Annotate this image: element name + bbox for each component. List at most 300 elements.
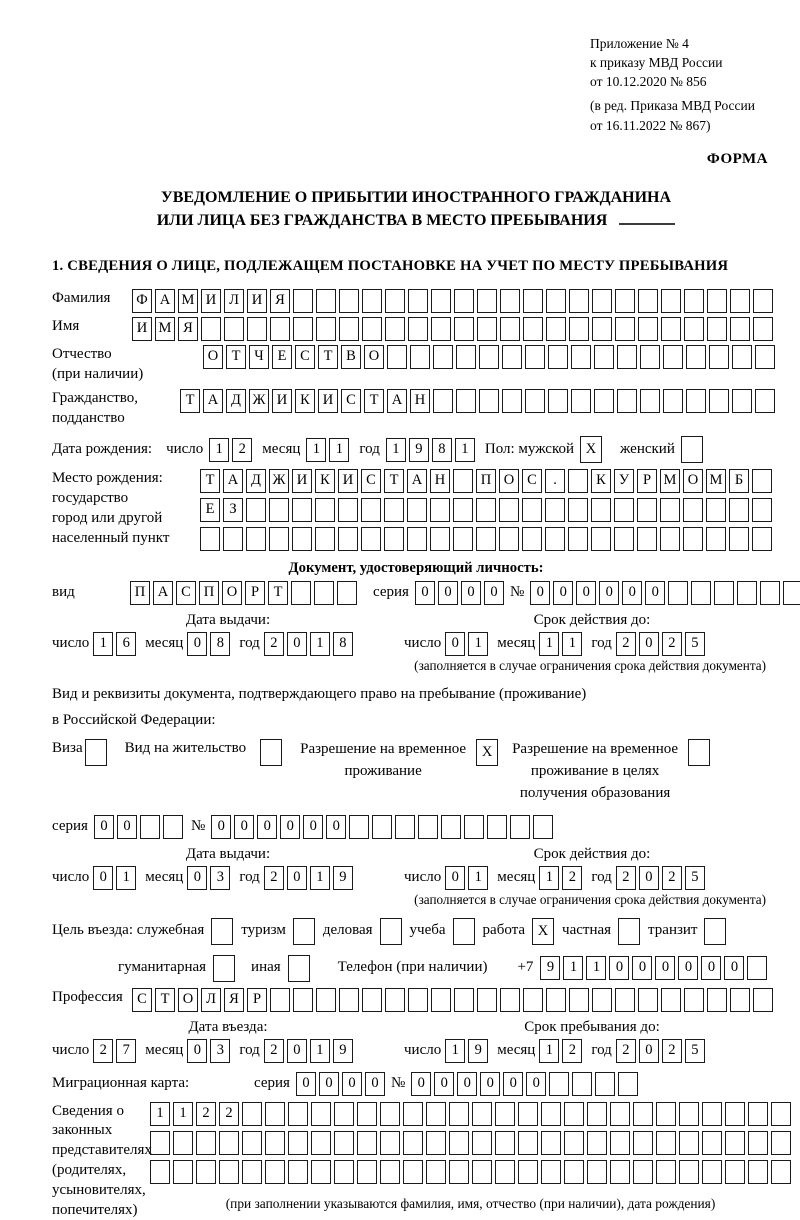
grid-cell (380, 918, 402, 945)
grid-cell: Б (729, 469, 749, 493)
grid-cell (592, 317, 612, 341)
birthplace-grid-row2 (200, 498, 772, 522)
grid-cell (334, 1160, 354, 1184)
grid-cell (403, 1131, 423, 1155)
purpose-study-checkbox (453, 918, 475, 945)
grid-cell (546, 988, 566, 1012)
grid-cell (522, 498, 542, 522)
visa-checkbox (85, 739, 107, 766)
grid-cell (548, 389, 568, 413)
grid-cell (472, 1160, 492, 1184)
grid-cell: 2 (616, 1039, 636, 1063)
grid-cell: 1 (209, 438, 229, 462)
grid-cell (270, 988, 290, 1012)
grid-cell: 0 (187, 1039, 207, 1063)
grid-cell (518, 1102, 538, 1126)
purpose-private-label: частная (562, 922, 612, 939)
grid-cell: 0 (434, 1072, 454, 1096)
grid-cell: О (222, 581, 242, 605)
entry-date-heading: Дата въезда: (188, 1018, 268, 1035)
migration-card-label: Миграционная карта: (52, 1074, 190, 1091)
grid-cell: 5 (685, 632, 705, 656)
grid-cell (548, 345, 568, 369)
sex-female-label: женский (620, 440, 675, 457)
identity-doc-heading: Документ, удостоверяющий личность: (288, 560, 544, 577)
grid-cell (681, 436, 703, 463)
grid-cell (410, 345, 430, 369)
grid-cell (686, 345, 706, 369)
grid-cell: Т (268, 581, 288, 605)
stay-day (445, 1039, 488, 1063)
grid-cell (610, 1131, 630, 1155)
grid-cell (615, 988, 635, 1012)
grid-cell: 8 (210, 632, 230, 656)
grid-cell (495, 1160, 515, 1184)
temp-residence-checkbox (476, 739, 498, 766)
grid-cell (572, 1072, 592, 1096)
grid-cell (523, 289, 543, 313)
birth-day-label: число (166, 440, 204, 457)
grid-cell: Ч (249, 345, 269, 369)
grid-cell (706, 498, 726, 522)
grid-cell (269, 498, 289, 522)
doc-kind-row (52, 581, 780, 605)
grid-cell (569, 988, 589, 1012)
representatives-grid-row2 (150, 1131, 791, 1155)
grid-cell: 2 (219, 1102, 239, 1126)
grid-cell (691, 581, 711, 605)
grid-cell (523, 988, 543, 1012)
grid-cell: И (318, 389, 338, 413)
purpose-tourism-checkbox (293, 918, 315, 945)
visa-label: Виза (52, 740, 83, 757)
grid-cell (265, 1160, 285, 1184)
grid-cell (760, 581, 780, 605)
grid-cell: 7 (116, 1039, 136, 1063)
grid-cell: И (201, 289, 221, 313)
grid-cell (477, 289, 497, 313)
grid-cell (201, 317, 221, 341)
visa-option (52, 739, 107, 766)
purpose-transit-checkbox (704, 918, 726, 945)
grid-cell: 1 (116, 866, 136, 890)
grid-cell: З (223, 498, 243, 522)
migration-number-sign: № (390, 1074, 406, 1091)
temp-residence-option (300, 739, 498, 783)
grid-cell (510, 815, 530, 839)
doc-issue-year (264, 632, 353, 656)
profession-row (52, 988, 780, 1012)
grid-cell: Т (364, 389, 384, 413)
grid-cell (541, 1131, 561, 1155)
grid-cell (663, 389, 683, 413)
grid-cell: 0 (187, 632, 207, 656)
profession-label: Профессия (52, 988, 123, 1005)
grid-cell (702, 1160, 722, 1184)
grid-cell (633, 1160, 653, 1184)
given-name-grid (132, 317, 773, 341)
grid-cell (385, 988, 405, 1012)
grid-cell: X (476, 739, 498, 766)
grid-cell (702, 1131, 722, 1155)
grid-cell: Е (272, 345, 292, 369)
birth-date-label: Дата рождения: (52, 440, 153, 457)
grid-cell: И (292, 469, 312, 493)
grid-cell: 1 (468, 866, 488, 890)
grid-cell: 2 (264, 1039, 284, 1063)
grid-cell: А (223, 469, 243, 493)
grid-cell (568, 498, 588, 522)
grid-cell: И (338, 469, 358, 493)
grid-cell: 1 (562, 632, 582, 656)
grid-cell: Т (180, 389, 200, 413)
grid-cell (211, 918, 233, 945)
grid-cell (587, 1160, 607, 1184)
grid-cell (683, 498, 703, 522)
grid-cell (384, 498, 404, 522)
annex-line-3: от 10.12.2020 № 856 (590, 74, 707, 90)
grid-cell (679, 1102, 699, 1126)
grid-cell (684, 289, 704, 313)
grid-cell (714, 581, 734, 605)
representatives-note: (при заполнении указываются фамилия, имя, отчество (при наличии), дата рождения) (225, 1195, 716, 1211)
grid-cell (525, 389, 545, 413)
grid-cell: С (132, 988, 152, 1012)
grid-cell (293, 918, 315, 945)
grid-cell (594, 345, 614, 369)
representatives-block (52, 1102, 780, 1220)
temp-residence-edu-label: Разрешение на временное проживание в целях получения образования (512, 741, 679, 801)
grid-cell (614, 527, 634, 551)
surname-label: Фамилия (52, 290, 111, 307)
grid-cell (541, 1102, 561, 1126)
residence-permit-checkbox (260, 739, 282, 766)
grid-cell (546, 289, 566, 313)
grid-cell (679, 1160, 699, 1184)
grid-cell (668, 581, 688, 605)
grid-cell (684, 317, 704, 341)
annex-reference (590, 34, 780, 135)
grid-cell (500, 289, 520, 313)
grid-cell (753, 289, 773, 313)
permit-dates: Дата выдачи: число 0 1 месяц 0 3 год 2 0 1 9 Срок действия до: число 0 1 месяц 1 2 год 2 0 2 5 (52, 846, 780, 890)
grid-cell (633, 1131, 653, 1155)
form-marker: ФОРМА (706, 150, 768, 167)
given-name-label: Имя (52, 318, 80, 335)
entry-stay-dates: Дата въезда: число 2 7 месяц 0 3 год 2 0 1 9 Срок пребывания до: число 1 9 месяц 1 2 год 2 0 2 5 (52, 1019, 780, 1063)
grid-cell (500, 317, 520, 341)
grid-cell: 0 (461, 581, 481, 605)
grid-cell (173, 1131, 193, 1155)
grid-cell (150, 1131, 170, 1155)
grid-cell (426, 1160, 446, 1184)
grid-cell: К (591, 469, 611, 493)
form-title (52, 186, 780, 232)
grid-cell (477, 317, 497, 341)
grid-cell (638, 289, 658, 313)
grid-cell (533, 815, 553, 839)
grid-cell: 1 (586, 956, 606, 980)
grid-cell: 0 (257, 815, 277, 839)
grid-cell (349, 815, 369, 839)
birth-year-grid (386, 438, 475, 462)
sex-female-checkbox (681, 436, 703, 463)
sex-male-checkbox (580, 436, 602, 463)
grid-cell (587, 1102, 607, 1126)
grid-cell (748, 1102, 768, 1126)
grid-cell: Н (430, 469, 450, 493)
grid-cell (85, 739, 107, 766)
grid-cell: Л (201, 988, 221, 1012)
grid-cell: П (476, 469, 496, 493)
grid-cell (479, 345, 499, 369)
doc-kind-grid (130, 581, 357, 605)
grid-cell (725, 1131, 745, 1155)
grid-cell: 0 (287, 1039, 307, 1063)
grid-cell (704, 918, 726, 945)
grid-cell (495, 1102, 515, 1126)
grid-cell (732, 345, 752, 369)
stay-year (616, 1039, 705, 1063)
grid-cell (637, 498, 657, 522)
grid-cell: 9 (409, 438, 429, 462)
grid-cell: С (295, 345, 315, 369)
grid-cell: Т (200, 469, 220, 493)
grid-cell (477, 988, 497, 1012)
representatives-grid-row3 (150, 1160, 791, 1184)
grid-cell: П (199, 581, 219, 605)
birth-month-label: месяц (262, 440, 301, 457)
grid-cell: 0 (117, 815, 137, 839)
grid-cell (173, 1160, 193, 1184)
grid-cell: 0 (639, 632, 659, 656)
grid-cell: 2 (662, 632, 682, 656)
grid-cell: 0 (93, 866, 113, 890)
birth-year-label: год (359, 440, 380, 457)
grid-cell: 0 (530, 581, 550, 605)
grid-cell: 0 (457, 1072, 477, 1096)
grid-cell (339, 988, 359, 1012)
permit-issue-day (93, 866, 136, 890)
grid-cell: . (545, 469, 565, 493)
grid-cell: 6 (116, 632, 136, 656)
grid-cell (549, 1072, 569, 1096)
grid-cell (618, 1072, 638, 1096)
temp-residence-edu-checkbox (688, 739, 710, 766)
grid-cell (454, 988, 474, 1012)
grid-cell: 0 (480, 1072, 500, 1096)
title-blank-line (619, 212, 675, 225)
permit-issue-month (187, 866, 230, 890)
citizenship-label: Гражданство, подданство (52, 389, 139, 426)
grid-cell (518, 1131, 538, 1155)
grid-cell (431, 289, 451, 313)
temp-residence-edu-option (512, 739, 710, 804)
sex-male-label: Пол: мужской (484, 440, 575, 457)
stay-month (539, 1039, 582, 1063)
grid-cell (595, 1072, 615, 1096)
profession-grid (132, 988, 773, 1012)
grid-cell: 0 (526, 1072, 546, 1096)
grid-cell (372, 815, 392, 839)
grid-cell (407, 527, 427, 551)
grid-cell (753, 988, 773, 1012)
grid-cell (213, 955, 235, 982)
phone-prefix: +7 (517, 959, 534, 976)
grid-cell (755, 345, 775, 369)
purpose-work-label: работа (482, 922, 526, 939)
grid-cell (288, 1102, 308, 1126)
grid-cell (265, 1131, 285, 1155)
grid-cell (293, 988, 313, 1012)
entry-day (93, 1039, 136, 1063)
grid-cell (357, 1131, 377, 1155)
grid-cell (407, 498, 427, 522)
grid-cell: О (683, 469, 703, 493)
grid-cell (418, 815, 438, 839)
grid-cell (339, 317, 359, 341)
grid-cell: А (203, 389, 223, 413)
grid-cell (732, 389, 752, 413)
purpose-tourism-label: туризм (241, 922, 286, 939)
grid-cell: О (499, 469, 519, 493)
temp-residence-label: Разрешение на временное проживание (300, 741, 467, 780)
purpose-transit-label: транзит (648, 922, 698, 939)
grid-cell: 1 (329, 438, 349, 462)
grid-cell (380, 1102, 400, 1126)
grid-cell: Т (226, 345, 246, 369)
grid-cell: 1 (386, 438, 406, 462)
grid-cell (591, 527, 611, 551)
purpose-other-label: иная (251, 959, 281, 976)
grid-cell: М (706, 469, 726, 493)
grid-cell (753, 317, 773, 341)
grid-cell: Р (245, 581, 265, 605)
grid-cell: 1 (306, 438, 326, 462)
grid-cell: И (132, 317, 152, 341)
grid-cell (311, 1131, 331, 1155)
grid-cell: 0 (287, 632, 307, 656)
grid-cell (564, 1102, 584, 1126)
grid-cell (431, 988, 451, 1012)
grid-cell (638, 317, 658, 341)
permit-series-label: серия (52, 817, 88, 834)
grid-cell: А (153, 581, 173, 605)
grid-cell (430, 527, 450, 551)
grid-cell: 1 (310, 1039, 330, 1063)
grid-cell: 0 (187, 866, 207, 890)
grid-cell (200, 527, 220, 551)
patronymic-row (52, 345, 780, 385)
grid-cell (476, 498, 496, 522)
grid-cell: 0 (296, 1072, 316, 1096)
grid-cell (246, 498, 266, 522)
grid-cell (686, 389, 706, 413)
permit-number-grid (211, 815, 553, 839)
form-title-line2: ИЛИ ЛИЦА БЕЗ ГРАЖДАНСТВА В МЕСТО ПРЕБЫВАНИЯ (156, 211, 608, 229)
purpose-row-2 (118, 955, 780, 982)
permit-valid-year (616, 866, 705, 890)
grid-cell: 0 (484, 581, 504, 605)
grid-cell: 5 (685, 866, 705, 890)
citizenship-row (52, 389, 780, 429)
birth-day-grid (209, 438, 252, 462)
grid-cell (564, 1131, 584, 1155)
purpose-business-checkbox (380, 918, 402, 945)
grid-cell (426, 1102, 446, 1126)
grid-cell: 2 (616, 866, 636, 890)
grid-cell: 0 (280, 815, 300, 839)
grid-cell (472, 1131, 492, 1155)
grid-cell (725, 1102, 745, 1126)
grid-cell: О (203, 345, 223, 369)
grid-cell (771, 1160, 791, 1184)
grid-cell: 0 (445, 866, 465, 890)
grid-cell (362, 289, 382, 313)
doc-valid-month (539, 632, 582, 656)
representatives-grid-row1 (150, 1102, 791, 1126)
grid-cell: А (155, 289, 175, 313)
grid-cell (476, 527, 496, 551)
grid-cell: П (130, 581, 150, 605)
entry-year (264, 1039, 353, 1063)
grid-cell (453, 498, 473, 522)
grid-cell (688, 739, 710, 766)
grid-cell (293, 317, 313, 341)
grid-cell: 8 (333, 632, 353, 656)
grid-cell: 0 (445, 632, 465, 656)
permit-type-row (52, 739, 780, 804)
permit-series-grid (94, 815, 183, 839)
grid-cell: 0 (211, 815, 231, 839)
annex-line-1: Приложение № 4 (590, 36, 689, 51)
grid-cell (223, 527, 243, 551)
grid-cell: 0 (655, 956, 675, 980)
grid-cell (449, 1131, 469, 1155)
grid-cell (640, 345, 660, 369)
grid-cell (546, 317, 566, 341)
permit-series-row (52, 815, 780, 839)
grid-cell (380, 1131, 400, 1155)
grid-cell (502, 345, 522, 369)
grid-cell (479, 389, 499, 413)
grid-cell: 1 (445, 1039, 465, 1063)
grid-cell (679, 1131, 699, 1155)
grid-cell: У (614, 469, 634, 493)
grid-cell: 0 (303, 815, 323, 839)
grid-cell (196, 1131, 216, 1155)
grid-cell: 2 (662, 1039, 682, 1063)
grid-cell (456, 389, 476, 413)
grid-cell: Т (318, 345, 338, 369)
grid-cell (748, 1131, 768, 1155)
grid-cell (361, 527, 381, 551)
grid-cell (196, 1160, 216, 1184)
grid-cell: 0 (639, 1039, 659, 1063)
grid-cell: 8 (432, 438, 452, 462)
grid-cell (499, 498, 519, 522)
grid-cell (656, 1131, 676, 1155)
grid-cell: 0 (576, 581, 596, 605)
grid-cell: 0 (632, 956, 652, 980)
grid-cell: 3 (210, 1039, 230, 1063)
grid-cell: Р (247, 988, 267, 1012)
grid-cell: Д (226, 389, 246, 413)
grid-cell (219, 1160, 239, 1184)
grid-cell (433, 345, 453, 369)
grid-cell (291, 581, 311, 605)
birthplace-grid-row3 (200, 527, 772, 551)
